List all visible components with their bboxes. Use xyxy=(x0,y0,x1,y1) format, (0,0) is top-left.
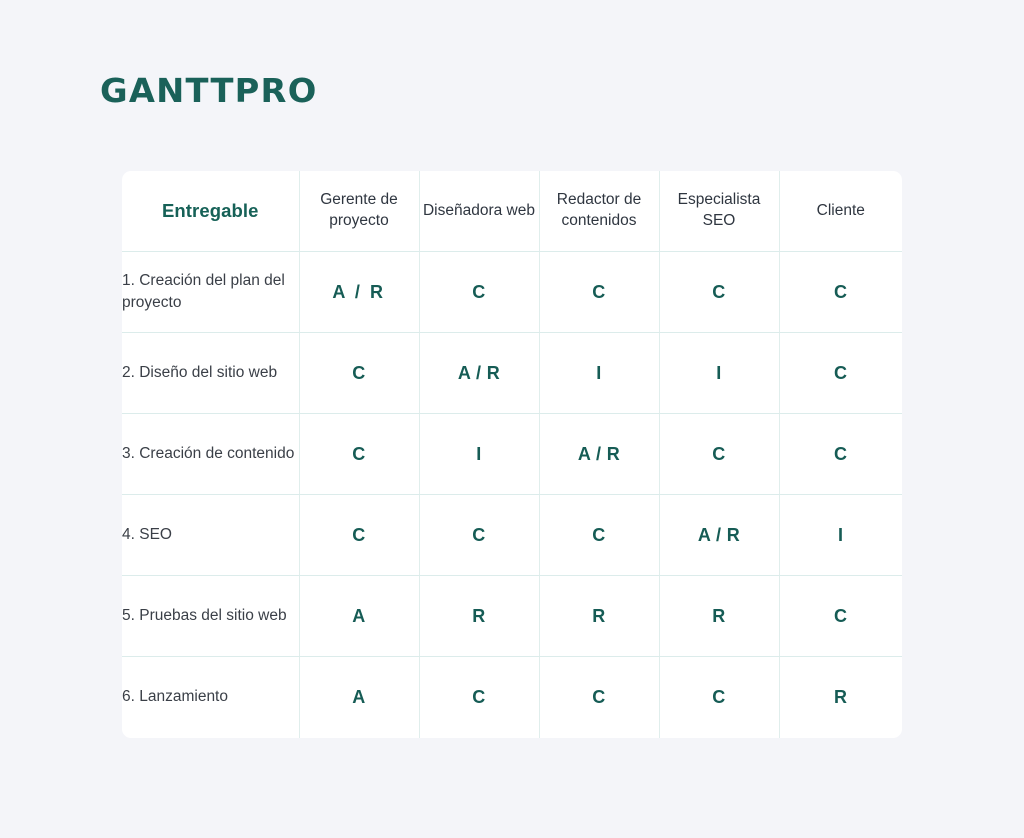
brand-logo xyxy=(100,68,318,112)
deliverable-label: 1. Creación del plan del proyecto xyxy=(122,252,299,333)
raci-cell: C xyxy=(299,414,419,495)
raci-cell: C xyxy=(539,657,659,738)
raci-cell: C xyxy=(539,252,659,333)
deliverable-label: 2. Diseño del sitio web xyxy=(122,333,299,414)
deliverable-label: 3. Creación de contenido xyxy=(122,414,299,495)
raci-cell: C xyxy=(419,252,539,333)
deliverable-label: 4. SEO xyxy=(122,495,299,576)
table-row xyxy=(122,333,902,414)
raci-cell: A / R xyxy=(419,333,539,414)
column-header-redactor-de-contenidos: Redactor de contenidos xyxy=(539,171,659,252)
raci-cell: I xyxy=(659,333,779,414)
raci-cell: R xyxy=(419,576,539,657)
raci-cell: I xyxy=(779,495,902,576)
deliverable-label: 5. Pruebas del sitio web xyxy=(122,576,299,657)
table-row xyxy=(122,495,902,576)
raci-cell: A / R xyxy=(539,414,659,495)
raci-cell: C xyxy=(779,576,902,657)
raci-cell: C xyxy=(419,495,539,576)
raci-cell: A / R xyxy=(659,495,779,576)
raci-cell: C xyxy=(659,657,779,738)
table-row xyxy=(122,657,902,738)
raci-cell: A / R xyxy=(299,252,419,333)
raci-cell: R xyxy=(539,576,659,657)
brand-logo-text: GANTTPRO xyxy=(100,70,318,110)
raci-cell: I xyxy=(419,414,539,495)
table-body xyxy=(122,252,902,738)
raci-cell: A xyxy=(299,657,419,738)
raci-cell: A xyxy=(299,576,419,657)
raci-cell: C xyxy=(539,495,659,576)
raci-cell: C xyxy=(299,495,419,576)
raci-table-element xyxy=(122,171,902,738)
column-header-especialista-seo: Especialista SEO xyxy=(659,171,779,252)
raci-cell: R xyxy=(659,576,779,657)
raci-cell: C xyxy=(779,252,902,333)
raci-cell: C xyxy=(779,333,902,414)
raci-matrix-table xyxy=(122,171,902,738)
raci-cell: C xyxy=(659,414,779,495)
column-header-cliente: Cliente xyxy=(779,171,902,252)
raci-cell: C xyxy=(419,657,539,738)
header-row xyxy=(122,171,902,252)
raci-cell: C xyxy=(659,252,779,333)
table-row xyxy=(122,576,902,657)
deliverable-label: 6. Lanzamiento xyxy=(122,657,299,738)
column-header-disenadora-web: Diseñadora web xyxy=(419,171,539,252)
raci-cell: R xyxy=(834,686,848,707)
table-row xyxy=(122,414,902,495)
column-header-entregable: Entregable xyxy=(122,171,299,252)
raci-cell: C xyxy=(299,333,419,414)
raci-cell: I xyxy=(539,333,659,414)
table-row xyxy=(122,252,902,333)
raci-cell: C xyxy=(779,414,902,495)
table-header xyxy=(122,171,902,252)
column-header-gerente-de-proyecto: Gerente de proyecto xyxy=(299,171,419,252)
